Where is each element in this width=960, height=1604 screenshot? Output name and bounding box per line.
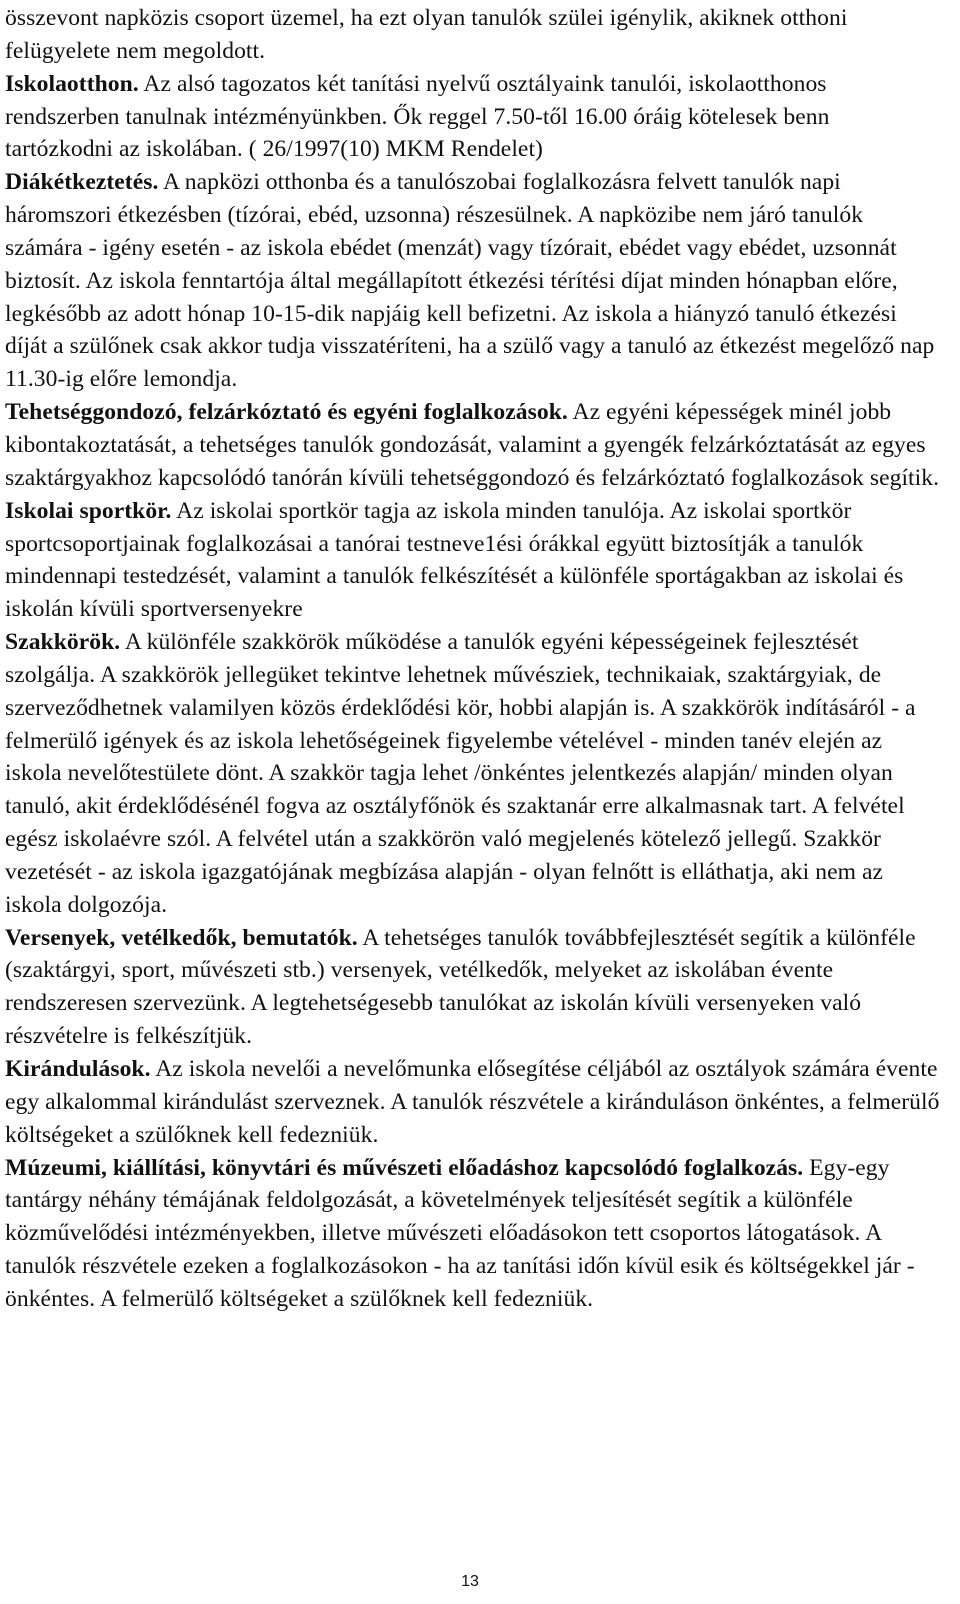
paragraph-text: A tehetséges tanulók továbbfejlesztését segítik a különféle (szaktárgyi, sport, művészeti stb.) versenyek, vetélkedők, melyeket az iskolában évente rendszeresen szervezünk. A legtehetségesebb tanulókat az iskolán kívüli versenyeken való részvételre is felkészítjük. [5, 924, 916, 1050]
page-number: 13 [461, 1573, 479, 1590]
paragraph-intro [5, 2, 940, 68]
paragraph-text: Az iskolai sportkör tagja az iskola minden tanulója. Az iskolai sportkör sportcsoportjainak foglalkozásai a tanórai testneve1ési órákkal együtt biztosítják a tanulók mindennapi testedzését, valamint a tanulók felkészítését a különféle sportágakban az iskolai és iskolán kívüli sportversenyekre [5, 497, 904, 623]
paragraph-heading: Múzeumi, kiállítási, könyvtári és művészeti előadáshoz kapcsolódó foglalkozás. [5, 1154, 804, 1181]
paragraph-heading: Szakkörök. [5, 629, 121, 656]
paragraph-kirandulasok [5, 1053, 940, 1152]
paragraph-iskolaotthon [5, 68, 940, 167]
paragraph-muzeumi [5, 1152, 940, 1316]
paragraph-heading: Tehetséggondozó, felzárkóztató és egyéni foglalkozások. [5, 399, 568, 426]
paragraph-text: Egy-egy tantárgy néhány témájának feldolgozását, a követelmények teljesítését segítik a különféle közművelődési intézményekben, illetve művészeti előadásokon tett csoportos látogatások. A tanulók részvétele ezeken a foglalkozásokon - ha az tanítási időn kívül esik és költségekkel jár - önkéntes. A felmerülő költségeket a szülőknek kell fedezniük. [5, 1154, 915, 1312]
paragraph-text: összevont napközis csoport üzemel, ha ezt olyan tanulók szülei igénylik, akiknek otthoni felügyelete nem megoldott. [5, 5, 848, 64]
paragraph-diaketkeztetes [5, 166, 940, 396]
paragraph-heading: Kirándulások. [5, 1056, 151, 1082]
document-body [5, 2, 940, 1316]
paragraph-szakkorok [5, 626, 940, 922]
paragraph-tehetseggondozo [5, 396, 940, 495]
paragraph-sportkor [5, 495, 940, 626]
paragraph-text: A különféle szakkörök működése a tanulók egyéni képességeinek fejlesztését szolgálja. A szakkörök jellegüket tekintve lehetnek művésziek, technikaiak, szaktárgyiak, de szerveződhetnek valamilyen közös érdeklődési kör, hobbi alapján is. A szakkörök indításáról - a felmerülő igények és az iskola lehetőségeinek figyelembe vételével - minden tanév elején az iskola nevelőtestülete dönt. A szakkör tagja lehet /önkéntes jelentkezés alapján/ minden olyan tanuló, akit érdeklődésénél fogva az osztályfőnök és szaktanár erre alkalmasnak tart. A felvétel egész iskolaévre szól. A felvétel után a szakkörön való megjelenés kötelező jellegű. Szakkör vezetését - az iskola igazgatójának megbízása alapján - olyan felnőtt is elláthatja, aki nem az iskola dolgozója. [5, 629, 916, 918]
paragraph-text: A napközi otthonba és a tanulószobai foglalkozásra felvett tanulók napi háromszori étkezésben (tízórai, ebéd, uzsonna) részesülnek. A napközibe nem járó tanulók számára - igény esetén - az iskola ebédet (menzát) vagy tízórait, ebédet vagy ebédet, uzsonnát biztosít. Az iskola fenntartója által megállapított étkezési térítési díjat minden hónapban előre, legkésőbb az adott hónap 10-15-dik napjáig kell befizetni. Az iskola a hiányzó tanuló étkezési díját a szülőnek csak akkor tudja visszatéríteni, ha a szülő vagy a tanuló az étkezést megelőző nap 11.30-ig előre lemondja. [5, 169, 935, 393]
paragraph-text: Az egyéni képességek minél jobb kibontakoztatását, a tehetséges tanulók gondozását, valamint a gyengék felzárkóztatását az egyes szaktárgyakhoz kapcsolódó tanórán kívüli tehetséggondozó és felzárkóztató foglalkozások segítik. [5, 399, 940, 491]
paragraph-text: Az alsó tagozatos két tanítási nyelvű osztályaink tanulói, iskolaotthonos rendszerben tanulnak intézményünkben. Ők reggel 7.50-től 16.00 óráig kötelesek benn tartózkodni az iskolában. ( 26/1997(10) MKM Rendelet) [5, 70, 830, 163]
paragraph-heading: Iskolai sportkör. [5, 497, 172, 524]
paragraph-heading: Versenyek, vetélkedők, bemutatók. [5, 924, 358, 951]
paragraph-heading: Iskolaotthon. [5, 70, 139, 97]
paragraph-text: Az iskola nevelői a nevelőmunka elősegítése céljából az osztályok számára évente egy alkalommal kirándulást szerveznek. A tanulók részvétele a kiránduláson önkéntes, a felmerülő költségeket a szülőknek kell fedezniük. [5, 1056, 940, 1148]
paragraph-heading: Diákétkeztetés. [5, 169, 159, 196]
paragraph-versenyek [5, 922, 940, 1053]
